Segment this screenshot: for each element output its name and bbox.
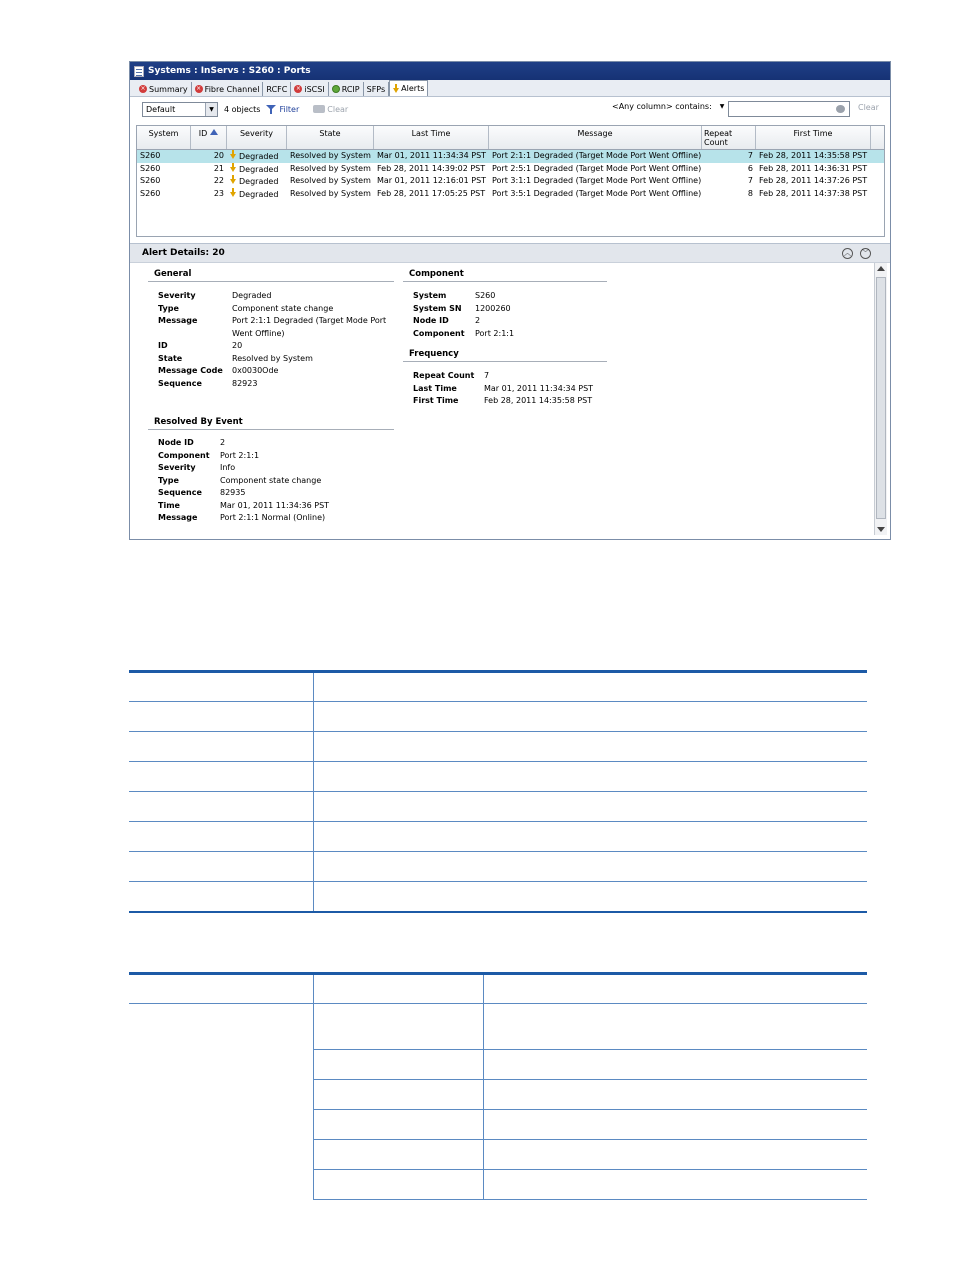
detail-value: Component state change	[220, 475, 322, 485]
alerts-table	[136, 125, 885, 237]
column-header-repeat-count[interactable]: Repeat Count	[702, 126, 756, 149]
cell-system: S260	[140, 163, 161, 173]
detail-key: Sequence	[158, 378, 202, 388]
tab-label: Summary	[149, 84, 188, 94]
detail-key: First Time	[413, 396, 459, 405]
detail-key: Message	[158, 513, 198, 522]
detail-value: Port 2:1:1 Degraded (Target Mode Port Went Offline)	[232, 316, 387, 338]
detail-key: System SN	[413, 303, 462, 313]
table-row[interactable]	[137, 175, 884, 188]
detail-key: Type	[158, 303, 179, 313]
alert-details-header	[130, 243, 890, 263]
detail-row	[158, 365, 278, 378]
table-row	[129, 792, 867, 822]
cell-state: Resolved by System	[290, 151, 371, 160]
detail-row	[158, 462, 235, 475]
cell-repeat: 7	[747, 151, 753, 160]
detail-row	[413, 315, 480, 328]
detail-row	[413, 290, 495, 303]
tab-label: SFPs	[366, 84, 386, 94]
detail-value: Component state change	[232, 303, 334, 313]
detail-row	[158, 475, 321, 488]
detail-value: 82935	[220, 488, 246, 497]
scroll-up-icon[interactable]	[877, 266, 885, 271]
detail-key: Sequence	[158, 488, 202, 497]
table-row[interactable]	[137, 150, 884, 163]
detail-value: 2	[220, 438, 226, 447]
detail-value: 1200260	[475, 303, 511, 313]
detail-row	[158, 512, 325, 525]
detail-row	[413, 328, 514, 341]
tab-fibre-channel[interactable]	[192, 82, 264, 96]
details-scrollbar[interactable]	[874, 263, 887, 535]
cell-repeat: 7	[747, 176, 753, 185]
detail-row	[413, 370, 489, 383]
tab-label: Fibre Channel	[204, 84, 260, 94]
clear-search-button[interactable]: Clear	[858, 103, 879, 112]
scroll-down-icon[interactable]	[877, 527, 885, 532]
cell-last-time: Feb 28, 2011 17:05:25 PST	[377, 188, 486, 198]
detail-value: Port 2:1:1 Normal (Online)	[220, 513, 326, 522]
view-select[interactable]	[142, 102, 218, 117]
tab-summary[interactable]	[136, 82, 192, 96]
search-input[interactable]	[728, 101, 850, 117]
scrollbar-thumb[interactable]	[876, 277, 886, 519]
cell-id: 21	[213, 163, 224, 173]
cell-first-time: Feb 28, 2011 14:37:26 PST	[759, 176, 868, 185]
search-icon	[836, 105, 845, 113]
cell-state: Resolved by System	[290, 163, 371, 173]
clear-filter-button[interactable]	[313, 105, 348, 114]
detail-key: ID	[158, 341, 168, 350]
detail-value: 2	[475, 316, 481, 325]
detail-value: Port 2:1:1	[220, 450, 260, 460]
cell-id: 22	[213, 176, 224, 185]
detail-row	[158, 450, 259, 463]
degraded-arrow-icon	[230, 188, 236, 197]
detail-key: Last Time	[413, 383, 457, 393]
degraded-arrow-icon	[393, 84, 399, 93]
cell-repeat: 8	[747, 188, 753, 198]
column-header-system[interactable]: System	[137, 126, 191, 149]
table-row[interactable]	[137, 163, 884, 176]
detail-row	[158, 290, 271, 303]
detail-value: Mar 01, 2011 11:34:36 PST	[220, 500, 330, 510]
detail-value: Resolved by System	[232, 353, 313, 363]
detail-row	[158, 487, 245, 500]
detail-row	[413, 383, 593, 396]
tab-label: Alerts	[401, 84, 425, 93]
degraded-arrow-icon	[230, 150, 236, 159]
table-body	[137, 150, 884, 200]
tab-strip	[130, 80, 890, 97]
detail-value: S260	[475, 291, 496, 300]
column-header-id[interactable]: ID	[191, 126, 227, 149]
detail-value: Feb 28, 2011 14:35:58 PST	[484, 396, 593, 405]
tab-label: iSCSI	[304, 84, 325, 94]
detail-value: Info	[220, 463, 236, 472]
cell-message: Port 3:1:1 Degraded (Target Mode Port Went Offline)	[492, 176, 702, 185]
detail-value: Degraded	[232, 291, 272, 300]
sort-ascending-icon	[210, 129, 218, 135]
detail-key: State	[158, 353, 183, 363]
clear-label: Clear	[327, 104, 349, 114]
tab-alerts[interactable]	[389, 80, 428, 96]
chevron-down-icon[interactable]: ▼	[719, 103, 725, 110]
tab-sfps[interactable]	[364, 82, 390, 96]
cell-id: 23	[213, 188, 224, 198]
detail-row	[413, 395, 592, 408]
ports-window	[129, 61, 891, 540]
table-row	[129, 702, 867, 732]
filter-icon	[266, 105, 277, 114]
detail-key: System	[413, 291, 447, 300]
cell-state: Resolved by System	[290, 176, 371, 185]
table-row	[129, 1004, 867, 1050]
column-header-message[interactable]: Message	[489, 126, 702, 149]
cell-message: Port 2:5:1 Degraded (Target Mode Port Went Offline)	[492, 163, 702, 173]
window-title: Systems : InServs : S260 : Ports	[148, 66, 311, 76]
tab-iscsi[interactable]	[291, 82, 328, 96]
eraser-icon	[313, 105, 325, 113]
expand-down-icon[interactable]: ﹀	[862, 249, 869, 257]
detail-row	[413, 303, 511, 316]
table-row[interactable]	[137, 188, 884, 201]
column-select[interactable]	[612, 102, 724, 111]
detail-key: Node ID	[413, 316, 449, 325]
section-divider	[148, 429, 394, 430]
detail-row	[158, 437, 225, 450]
detail-key: Component	[158, 450, 210, 460]
detail-value: 82923	[232, 378, 258, 388]
alert-details-panel	[136, 263, 876, 535]
detail-key: Message	[158, 316, 198, 325]
detail-value: Port 2:1:1	[475, 328, 515, 338]
detail-row	[158, 315, 386, 340]
error-icon: ×	[140, 85, 146, 92]
detail-key: Severity	[158, 291, 196, 300]
collapse-up-icon[interactable]: ︿	[844, 249, 851, 257]
cell-id: 20	[213, 151, 224, 160]
table-row	[129, 974, 867, 1004]
column-header-severity[interactable]: Severity	[227, 126, 287, 149]
section-title-general: General	[154, 269, 192, 279]
table-row	[129, 732, 867, 762]
detail-row	[158, 378, 257, 391]
detail-row	[158, 500, 329, 513]
cell-message: Port 2:1:1 Degraded (Target Mode Port Went Offline)	[492, 151, 702, 160]
table-row	[129, 852, 867, 882]
tab-label: RCFC	[266, 84, 288, 94]
cell-first-time: Feb 28, 2011 14:36:31 PST	[759, 163, 868, 173]
section-title-resolved: Resolved By Event	[154, 417, 243, 427]
column-header-state[interactable]: State	[287, 126, 374, 149]
detail-value: Mar 01, 2011 11:34:34 PST	[484, 383, 594, 393]
cell-severity: Degraded	[227, 163, 287, 176]
detail-key: Message Code	[158, 366, 223, 375]
tab-rcip[interactable]	[329, 82, 364, 96]
cell-first-time: Feb 28, 2011 14:37:38 PST	[759, 188, 868, 198]
section-title-component: Component	[409, 269, 464, 279]
cell-severity: Degraded	[227, 175, 287, 188]
cell-state: Resolved by System	[290, 188, 371, 198]
filter-label: Filter	[279, 104, 300, 114]
column-header-first-time[interactable]: First Time	[756, 126, 871, 149]
detail-key: Time	[158, 500, 180, 510]
detail-key: Type	[158, 475, 179, 485]
document-table-2	[129, 972, 867, 1200]
error-icon: ×	[196, 85, 202, 92]
document-table-1	[129, 670, 867, 913]
cell-first-time: Feb 28, 2011 14:35:58 PST	[759, 151, 868, 160]
detail-row	[158, 303, 333, 316]
app-icon	[134, 66, 144, 77]
cell-last-time: Mar 01, 2011 11:34:34 PST	[377, 151, 487, 160]
cell-system: S260	[140, 188, 161, 198]
detail-value: 0x0030Ode	[232, 366, 279, 375]
ok-icon	[332, 85, 340, 93]
detail-row	[158, 340, 242, 353]
table-row	[129, 672, 867, 702]
degraded-arrow-icon	[230, 175, 236, 184]
error-icon: ×	[295, 85, 301, 92]
view-select-value: Default	[146, 104, 176, 114]
cell-message: Port 3:5:1 Degraded (Target Mode Port Went Offline)	[492, 188, 702, 198]
table-row	[129, 882, 867, 912]
cell-system: S260	[140, 151, 161, 160]
cell-last-time: Mar 01, 2011 12:16:01 PST	[377, 176, 487, 185]
detail-key: Component	[413, 328, 465, 338]
degraded-arrow-icon	[230, 163, 236, 172]
filter-button[interactable]	[266, 105, 299, 114]
toolbar	[130, 97, 890, 121]
window-title-bar	[130, 62, 890, 80]
detail-value: 7	[484, 371, 490, 380]
cell-severity: Degraded	[227, 188, 287, 201]
section-title-frequency: Frequency	[409, 349, 459, 359]
detail-key: Node ID	[158, 438, 194, 447]
alert-details-title: Alert Details: 20	[142, 248, 225, 258]
detail-key: Repeat Count	[413, 371, 475, 380]
tab-label: RCIP	[341, 84, 360, 94]
section-divider	[148, 281, 394, 282]
tab-rcfc[interactable]	[263, 82, 291, 96]
column-select-value: <Any column> contains:	[612, 102, 712, 111]
cell-repeat: 6	[747, 163, 753, 173]
detail-key: Severity	[158, 463, 196, 472]
column-header-last-time[interactable]: Last Time	[374, 126, 489, 149]
cell-last-time: Feb 28, 2011 14:39:02 PST	[377, 163, 486, 173]
cell-system: S260	[140, 176, 161, 185]
cell-severity: Degraded	[227, 150, 287, 163]
detail-row	[158, 353, 313, 366]
object-count: 4 objects	[224, 104, 261, 114]
detail-value: 20	[232, 341, 243, 350]
chevron-down-icon[interactable]: ▼	[205, 103, 217, 116]
table-header	[137, 126, 884, 150]
table-row	[129, 762, 867, 792]
table-row	[129, 822, 867, 852]
section-divider	[403, 361, 607, 362]
section-divider	[403, 281, 607, 282]
